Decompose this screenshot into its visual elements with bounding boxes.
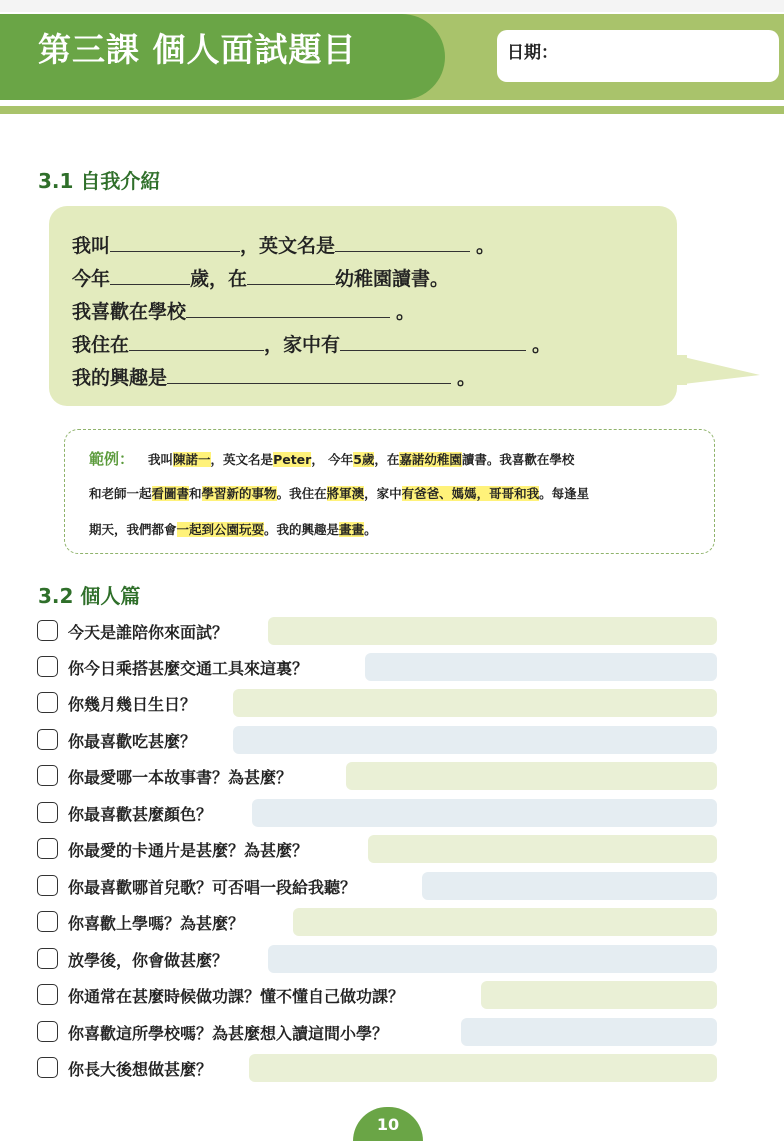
answer-field[interactable] bbox=[368, 835, 717, 863]
example-highlight: 有爸爸、媽媽，哥哥和我 bbox=[401, 486, 540, 501]
question-text: 放學後，你會做甚麼？ bbox=[68, 951, 229, 970]
question-row bbox=[37, 653, 717, 681]
question-checkbox[interactable] bbox=[37, 984, 58, 1005]
section-heading-self-intro: 3.1 自我介紹 bbox=[38, 169, 161, 193]
example-label: 範例： bbox=[89, 450, 135, 468]
blank-line[interactable] bbox=[129, 332, 264, 351]
answer-field[interactable] bbox=[293, 908, 717, 936]
example-line-2 bbox=[89, 484, 589, 502]
example-text: 期天，我們都會 bbox=[89, 522, 177, 537]
blank-line[interactable] bbox=[340, 332, 526, 351]
intro-text: 我的興趣是 bbox=[72, 367, 168, 389]
answer-field[interactable] bbox=[233, 726, 717, 754]
header-gap bbox=[0, 100, 784, 104]
question-text: 你最喜歡甚麼顏色？ bbox=[68, 805, 213, 824]
question-row bbox=[37, 799, 717, 827]
question-row bbox=[37, 617, 717, 645]
question-checkbox[interactable] bbox=[37, 875, 58, 896]
question-text: 你最喜歡哪首兒歌？可否唱一段給我聽？ bbox=[68, 878, 357, 897]
example-highlight: 陳諾一 bbox=[173, 452, 211, 467]
top-strip bbox=[0, 0, 784, 12]
intro-text: 。 bbox=[532, 334, 552, 356]
example-text: 讀書。我喜歡在學校 bbox=[461, 452, 575, 467]
question-text: 你通常在甚麼時候做功課？懂不懂自己做功課？ bbox=[68, 987, 405, 1006]
question-checkbox[interactable] bbox=[37, 1021, 58, 1042]
question-checkbox[interactable] bbox=[37, 692, 58, 713]
speech-bubble-tail-joint bbox=[667, 355, 687, 385]
question-row bbox=[37, 945, 717, 973]
example-text: 。每逢星 bbox=[539, 486, 590, 501]
intro-line-2 bbox=[72, 264, 449, 291]
date-field[interactable] bbox=[497, 30, 779, 82]
speech-bubble-tail bbox=[675, 355, 760, 385]
question-row bbox=[37, 762, 717, 790]
question-text: 你最愛的卡通片是甚麼？為甚麼？ bbox=[68, 841, 309, 860]
question-text: 你幾月幾日生日？ bbox=[68, 695, 197, 714]
blank-line[interactable] bbox=[186, 299, 390, 318]
question-row bbox=[37, 981, 717, 1009]
question-row bbox=[37, 689, 717, 717]
example-text: ，家中 bbox=[364, 486, 402, 501]
example-highlight: 學習新的事物 bbox=[201, 486, 277, 501]
question-text: 你長大後想做甚麼？ bbox=[68, 1060, 213, 1079]
example-text: ，英文名是 bbox=[210, 452, 274, 467]
answer-field[interactable] bbox=[346, 762, 717, 790]
question-text: 你今日乘搭甚麼交通工具來這裏？ bbox=[68, 659, 309, 678]
example-line-1 bbox=[89, 448, 574, 469]
question-checkbox[interactable] bbox=[37, 911, 58, 932]
section-heading-personal: 3.2 個人篇 bbox=[38, 584, 141, 608]
example-line-3 bbox=[89, 520, 377, 538]
date-label: 日期： bbox=[507, 43, 558, 63]
example-text: 。我住在 bbox=[276, 486, 327, 501]
example-text: 。我的興趣是 bbox=[264, 522, 340, 537]
answer-field[interactable] bbox=[252, 799, 717, 827]
example-highlight: 一起到公園玩耍 bbox=[176, 522, 265, 537]
example-highlight: 5歲 bbox=[353, 452, 375, 467]
answer-field[interactable] bbox=[422, 872, 717, 900]
intro-text: 歲，在 bbox=[190, 268, 248, 290]
question-row bbox=[37, 1018, 717, 1046]
header-rule bbox=[0, 106, 784, 114]
blank-line[interactable] bbox=[110, 266, 190, 285]
intro-text: ，家中有 bbox=[264, 334, 341, 356]
example-text: 我叫 bbox=[148, 452, 174, 467]
intro-text: 。 bbox=[457, 367, 477, 389]
question-text: 你喜歡這所學校嗎？為甚麼想入讀這間小學？ bbox=[68, 1024, 389, 1043]
intro-text: 我叫 bbox=[72, 235, 111, 257]
example-box bbox=[64, 429, 715, 554]
question-row bbox=[37, 835, 717, 863]
question-checkbox[interactable] bbox=[37, 1057, 58, 1078]
question-text: 你喜歡上學嗎？為甚麼？ bbox=[68, 914, 245, 933]
question-row bbox=[37, 1054, 717, 1082]
blank-line[interactable] bbox=[167, 365, 451, 384]
question-checkbox[interactable] bbox=[37, 948, 58, 969]
page-number: 10 bbox=[353, 1107, 423, 1141]
example-highlight: 將軍澳 bbox=[326, 486, 365, 501]
question-checkbox[interactable] bbox=[37, 620, 58, 641]
question-checkbox[interactable] bbox=[37, 729, 58, 750]
question-checkbox[interactable] bbox=[37, 838, 58, 859]
example-text: 和老師一起 bbox=[89, 486, 152, 501]
intro-text: 。 bbox=[396, 301, 416, 323]
intro-text: 今年 bbox=[72, 268, 111, 290]
answer-field[interactable] bbox=[233, 689, 717, 717]
question-checkbox[interactable] bbox=[37, 765, 58, 786]
question-text: 你最喜歡吃甚麼？ bbox=[68, 732, 197, 751]
question-row bbox=[37, 908, 717, 936]
example-text: ，在 bbox=[374, 452, 400, 467]
question-checkbox[interactable] bbox=[37, 802, 58, 823]
example-text: 和 bbox=[189, 486, 202, 501]
example-text: 。 bbox=[364, 522, 377, 537]
answer-field[interactable] bbox=[249, 1054, 717, 1082]
intro-line-3 bbox=[72, 297, 415, 324]
example-text: ， 今年 bbox=[311, 452, 354, 467]
blank-line[interactable] bbox=[247, 266, 335, 285]
question-row bbox=[37, 872, 717, 900]
example-highlight: 看圖書 bbox=[151, 486, 190, 501]
intro-line-4 bbox=[72, 330, 551, 357]
example-highlight: 嘉諾幼稚園 bbox=[399, 452, 462, 467]
page-title: 第三課 個人面試題目 bbox=[38, 30, 357, 69]
example-highlight: 畫畫 bbox=[339, 522, 365, 537]
question-text: 今天是誰陪你來面試？ bbox=[68, 623, 229, 642]
question-row bbox=[37, 726, 717, 754]
answer-field[interactable] bbox=[268, 617, 717, 645]
answer-field[interactable] bbox=[461, 1018, 717, 1046]
question-checkbox[interactable] bbox=[37, 656, 58, 677]
intro-text: 我喜歡在學校 bbox=[72, 301, 187, 323]
intro-line-5 bbox=[72, 363, 476, 390]
answer-field[interactable] bbox=[365, 653, 717, 681]
intro-line-1 bbox=[72, 231, 495, 258]
blank-line[interactable] bbox=[110, 233, 240, 252]
intro-text: 我住在 bbox=[72, 334, 130, 356]
blank-line[interactable] bbox=[335, 233, 470, 252]
intro-text: 。 bbox=[476, 235, 496, 257]
example-highlight: Peter bbox=[273, 452, 312, 467]
answer-field[interactable] bbox=[481, 981, 717, 1009]
question-text: 你最愛哪一本故事書？為甚麼？ bbox=[68, 768, 293, 787]
intro-text: ，英文名是 bbox=[240, 235, 336, 257]
intro-text: 幼稚園讀書。 bbox=[335, 268, 450, 290]
answer-field[interactable] bbox=[268, 945, 717, 973]
